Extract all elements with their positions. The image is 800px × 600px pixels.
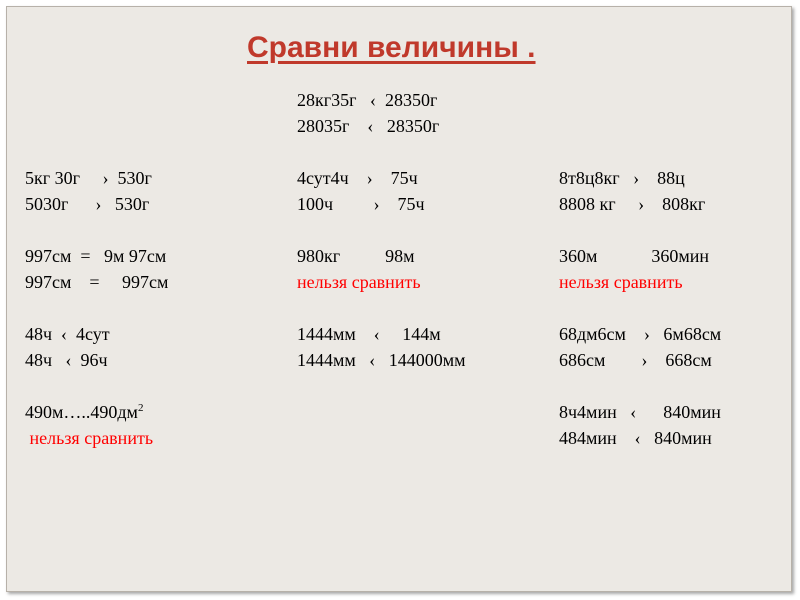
comparison-line: 8т8ц8кг › 88ц: [559, 168, 685, 188]
superscript: 2: [137, 402, 144, 414]
cannot-compare-note: нельзя сравнить: [297, 272, 421, 292]
comparison-line: 5030г › 530г: [25, 194, 150, 214]
comparison-line: 360м 360мин: [559, 246, 710, 266]
comparison-line: 28кг35г ‹ 28350г: [297, 90, 438, 110]
comparison-line: 48ч ‹ 4сут: [25, 324, 110, 344]
comparison-line: [25, 399, 168, 425]
comparison-line: 100ч › 75ч: [297, 194, 425, 214]
comparison-line: 686см › 668см: [559, 350, 712, 370]
column-middle: [297, 87, 466, 373]
comparison-line: 980кг 98м: [297, 246, 415, 266]
comparison-line: 997см = 9м 97см: [25, 246, 167, 266]
comparison-line: 68дм6см › 6м68см: [559, 324, 722, 344]
comparison-line: 4сут4ч › 75ч: [297, 168, 418, 188]
cannot-compare-note: нельзя сравнить: [25, 428, 154, 448]
comparison-line: 28035г ‹ 28350г: [297, 116, 440, 136]
comparison-line: 1444мм ‹ 144000мм: [297, 350, 466, 370]
comparison-line: 8808 кг › 808кг: [559, 194, 706, 214]
comparison-line: 48ч ‹ 96ч: [25, 350, 108, 370]
comparison-line: 997см = 997см: [25, 272, 169, 292]
comparison-text: 490м…..490дм: [25, 402, 138, 422]
slide-title: Сравни величины .: [247, 31, 536, 64]
cannot-compare-note: нельзя сравнить: [559, 272, 683, 292]
column-right: [559, 165, 721, 451]
comparison-line: 8ч4мин ‹ 840мин: [559, 402, 721, 422]
comparison-line: 5кг 30г › 530г: [25, 168, 152, 188]
slide: [6, 6, 792, 592]
comparison-line: 1444мм ‹ 144м: [297, 324, 441, 344]
column-left: [25, 165, 168, 451]
comparison-line: 484мин ‹ 840мин: [559, 428, 712, 448]
